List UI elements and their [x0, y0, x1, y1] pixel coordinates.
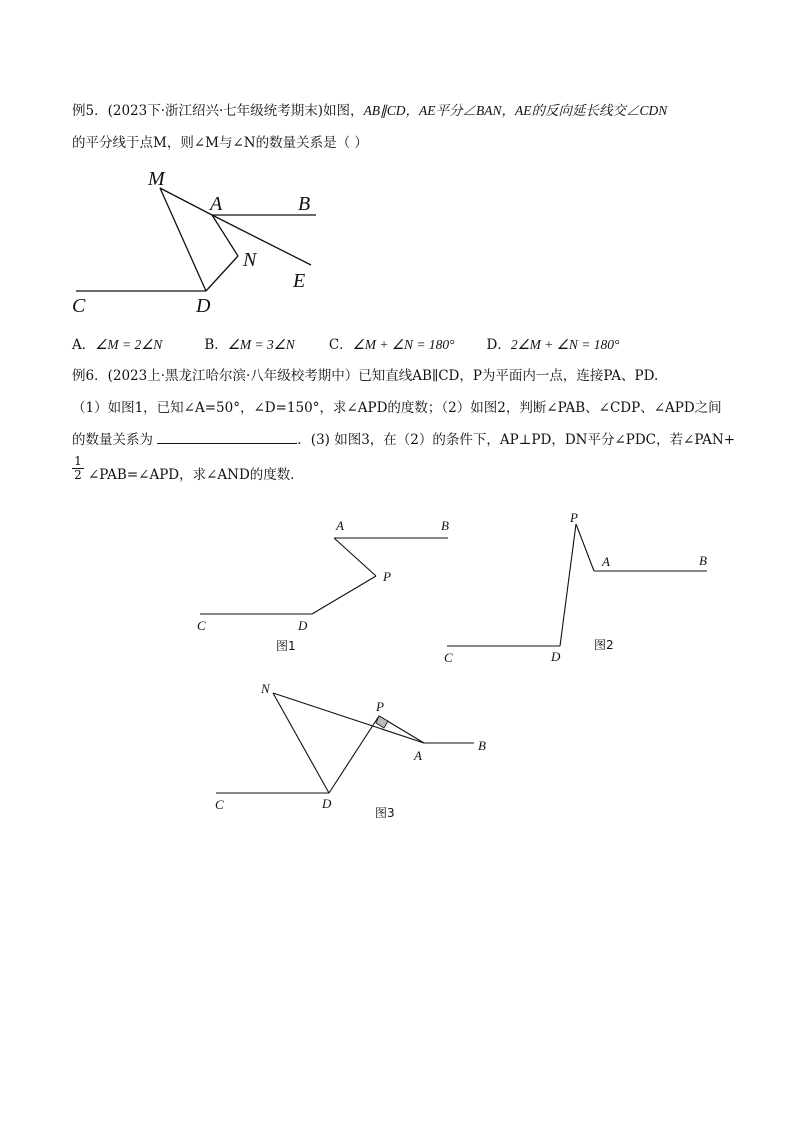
fig1-caption: 图1	[276, 639, 296, 653]
fig3-caption: 图3	[375, 806, 395, 820]
answer-blank[interactable]	[157, 431, 297, 444]
fig2-label-a: A	[602, 554, 610, 569]
ex6-line1: 例6．(2023上·黑龙江哈尔滨·八年级校考期中）已知直线AB∥CD，P为平面内一点，连接PA、PD.	[72, 368, 659, 384]
ex5-label-a: A	[210, 193, 223, 215]
fig1-label-a: A	[336, 518, 344, 533]
ex6-line4: ∠PAB=∠APD，求∠AND的度数．	[88, 467, 304, 483]
fig1-label-c: C	[197, 618, 206, 633]
ex5-options	[72, 336, 619, 354]
fig2-label-c: C	[444, 650, 453, 665]
ex5-label-n: N	[243, 249, 257, 271]
fig2-label-d: D	[551, 649, 561, 664]
ex5-label-m: M	[148, 168, 165, 190]
option-a: A．∠M = 2∠N	[72, 337, 163, 353]
fig3-label-b: B	[478, 738, 486, 753]
fig3-label-c: C	[215, 797, 224, 812]
fig1-label-d: D	[298, 618, 308, 633]
fig3-label-a: A	[414, 748, 422, 763]
option-b: B．∠M = 3∠N	[204, 337, 295, 353]
ex5-label-e: E	[293, 270, 306, 292]
fig1-label-b: B	[441, 518, 449, 533]
fig3-label-p: P	[376, 699, 384, 714]
ex5-line2: 的平分线于点M，则∠M与∠N的数量关系是（ ）	[72, 135, 368, 151]
fraction-one-half: $\frac{1}{2}$	[72, 455, 84, 482]
fig3-label-d: D	[322, 796, 332, 811]
ex5-label-d: D	[196, 295, 211, 317]
fig3-label-n: N	[261, 681, 270, 696]
ex5-label-c: C	[72, 295, 86, 317]
fig2-label-p: P	[570, 510, 578, 525]
fig2-label-b: B	[699, 553, 707, 568]
ex6-line2: （1）如图1，已知∠A=50°，∠D=150°，求∠APD的度数；（2）如图2，判断∠PAB、∠CDP、∠APD之间	[72, 400, 722, 416]
fig2-caption: 图2	[594, 638, 614, 652]
fig1-label-p: P	[383, 569, 391, 584]
option-c: C．∠M + ∠N = 180°	[328, 337, 455, 353]
ex5-line1: 例5．(2023下·浙江绍兴·七年级统考期末)如图，AB∥CD，AE平分∠BAN，AE的反向延长线交∠CDN	[72, 103, 668, 119]
ex6-line3: 的数量关系为 ．(3) 如图3，在（2）的条件下，AP⊥PD，DN平分∠PDC，若∠PAN+	[72, 432, 736, 448]
ex5-label-b: B	[298, 193, 311, 215]
option-d: D．2∠M + ∠N = 180°	[486, 337, 620, 353]
